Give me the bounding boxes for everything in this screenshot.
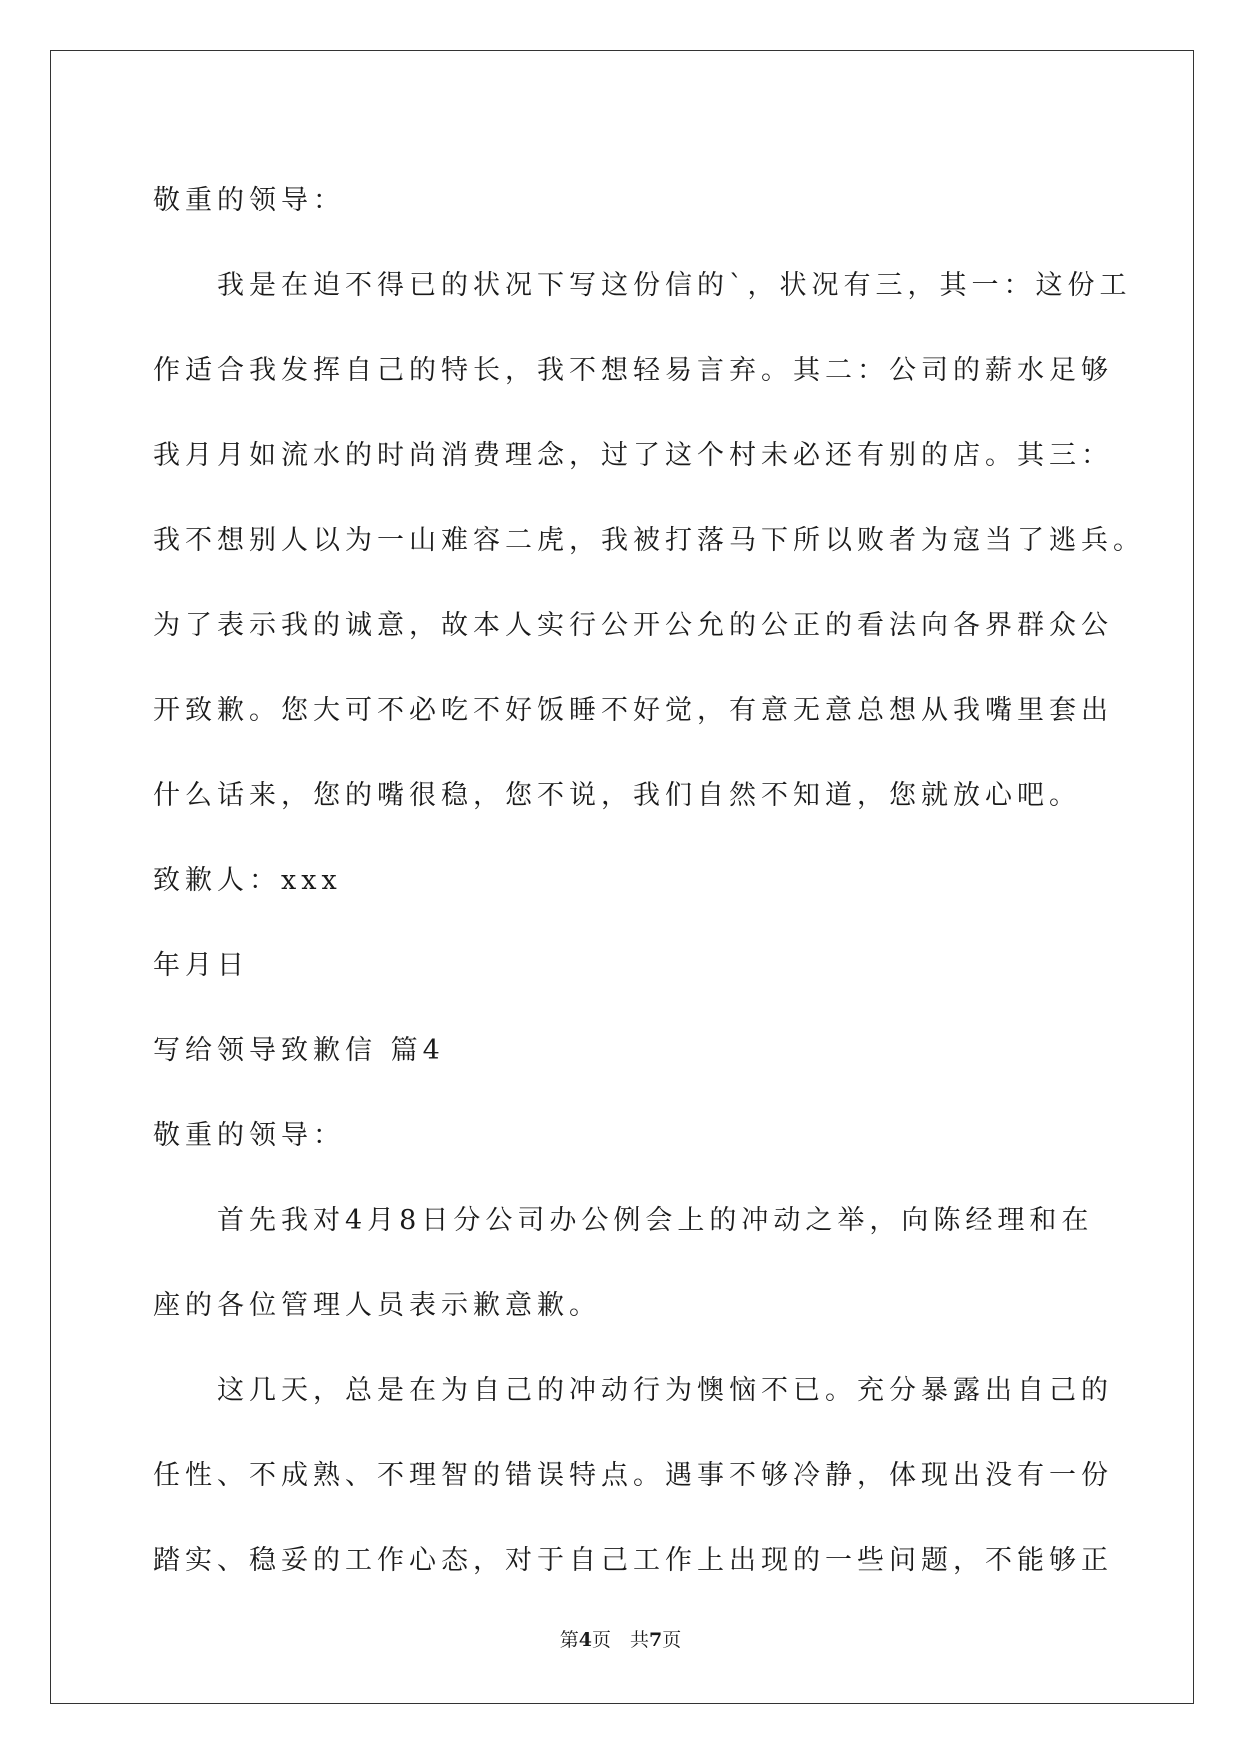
- paragraph-line: 座的各位管理人员表示歉意歉。: [153, 1290, 601, 1321]
- salutation: 敬重的领导：: [153, 185, 345, 216]
- paragraph-line: 踏实、稳妥的工作心态，对于自己工作上出现的一些问题，不能够正: [153, 1545, 1113, 1576]
- footer-prefix: 第: [559, 1629, 579, 1651]
- paragraph-line: 开致歉。您大可不必吃不好饭睡不好觉，有意无意总想从我嘴里套出: [153, 695, 1113, 726]
- current-page-number: 4: [578, 1629, 592, 1651]
- section-heading: 写给领导致歉信 篇4: [153, 1035, 445, 1066]
- total-page-number: 7: [649, 1629, 663, 1651]
- footer-suffix: 页: [662, 1629, 682, 1651]
- paragraph-line: 我是在迫不得已的状况下写这份信的`，状况有三，其一：这份工: [217, 270, 1132, 301]
- paragraph-line: 这几天，总是在为自己的冲动行为懊恼不已。充分暴露出自己的: [217, 1375, 1113, 1406]
- document-body: [153, 158, 1145, 1603]
- paragraph-line: 首先我对4月8日分公司办公例会上的冲动之举，向陈经理和在: [217, 1205, 1094, 1236]
- paragraph-line: 任性、不成熟、不理智的错误特点。遇事不够冷静，体现出没有一份: [153, 1460, 1113, 1491]
- date-line: 年月日: [153, 950, 249, 981]
- paragraph-line: 为了表示我的诚意，故本人实行公开公允的公正的看法向各界群众公: [153, 610, 1113, 641]
- signature: 致歉人：xxx: [153, 865, 342, 896]
- paragraph-line: 作适合我发挥自己的特长，我不想轻易言弃。其二：公司的薪水足够: [153, 355, 1113, 386]
- footer-mid: 页 共: [591, 1629, 649, 1651]
- salutation: 敬重的领导：: [153, 1120, 345, 1151]
- paragraph-line: 我不想别人以为一山难容二虎，我被打落马下所以败者为寇当了逃兵。: [153, 525, 1145, 556]
- paragraph-line: 我月月如流水的时尚消费理念，过了这个村未必还有别的店。其三：: [153, 440, 1113, 471]
- page-footer: [0, 1625, 1241, 1652]
- paragraph-line: 什么话来，您的嘴很稳，您不说，我们自然不知道，您就放心吧。: [153, 780, 1081, 811]
